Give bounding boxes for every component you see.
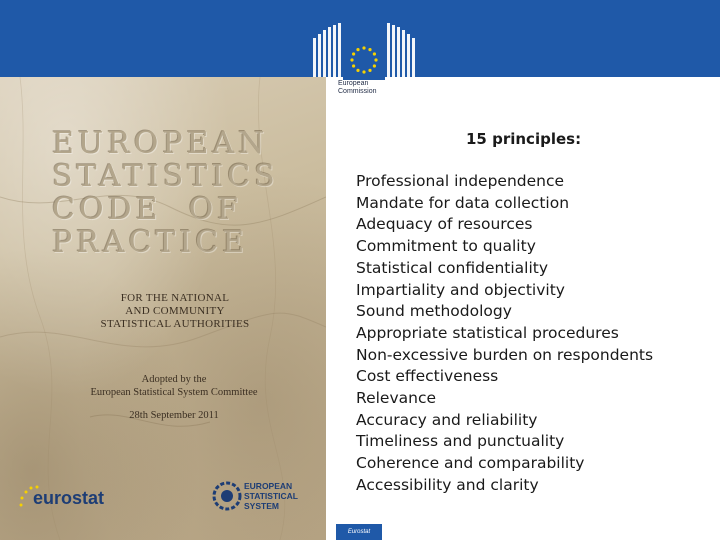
cover-date: 28th September 2011 (129, 410, 219, 421)
principles-heading: 15 principles: (466, 130, 582, 148)
cover-subtitle-line: AND COMMUNITY (125, 305, 225, 317)
cover-subtitle (80, 292, 270, 331)
principles-list (356, 171, 653, 497)
principle-item: Sound methodology (356, 302, 512, 321)
cover-adopted-line: European Statistical System Committee (90, 387, 258, 398)
principle-item: Impartiality and objectivity (356, 280, 565, 299)
cover-title-line: PRACTICE (52, 225, 249, 260)
principle-item: Relevance (356, 389, 437, 408)
principle-item: Professional independence (356, 172, 565, 190)
eurostat-logo-text: eurostat (33, 488, 105, 508)
principle-item: Coherence and comparability (356, 454, 585, 473)
ess-logo-icon (212, 481, 242, 511)
cover-subtitle-line: STATISTICAL AUTHORITIES (100, 318, 250, 330)
cover-title (52, 127, 312, 259)
principle-item: Appropriate statistical procedures (356, 323, 619, 342)
cover-title-line: EUROPEAN (52, 126, 269, 161)
cover-adoption-note (74, 373, 274, 422)
ess-logo-line: STATISTICAL (244, 491, 298, 501)
principle-item: Accuracy and reliability (356, 410, 538, 429)
ess-logo-text (244, 481, 298, 511)
org-name-line: Commission (338, 88, 377, 95)
eurostat-footer-tab: Eurostat (336, 524, 382, 540)
cover-adopted-line: Adopted by the (141, 374, 207, 385)
publication-cover-image (0, 77, 326, 540)
principle-item: Non-excessive burden on respondents (356, 345, 654, 364)
cover-subtitle-line: FOR THE NATIONAL (120, 292, 230, 304)
principle-item: Accessibility and clarity (356, 475, 539, 494)
cover-title-line: CODE OF (52, 192, 242, 227)
ess-logo-line: EUROPEAN (244, 481, 293, 491)
org-name-line: European (338, 80, 369, 87)
cover-title-line: STATISTICS (52, 159, 279, 194)
european-commission-label (338, 80, 377, 96)
principle-item: Commitment to quality (356, 237, 536, 256)
principle-item: Statistical confidentiality (356, 258, 549, 277)
principle-item: Adequacy of resources (356, 215, 533, 234)
principle-item: Mandate for data collection (356, 193, 570, 212)
principle-item: Cost effectiveness (356, 367, 499, 386)
ess-logo-line: SYSTEM (244, 501, 279, 511)
principle-item: Timeliness and punctuality (356, 432, 565, 451)
